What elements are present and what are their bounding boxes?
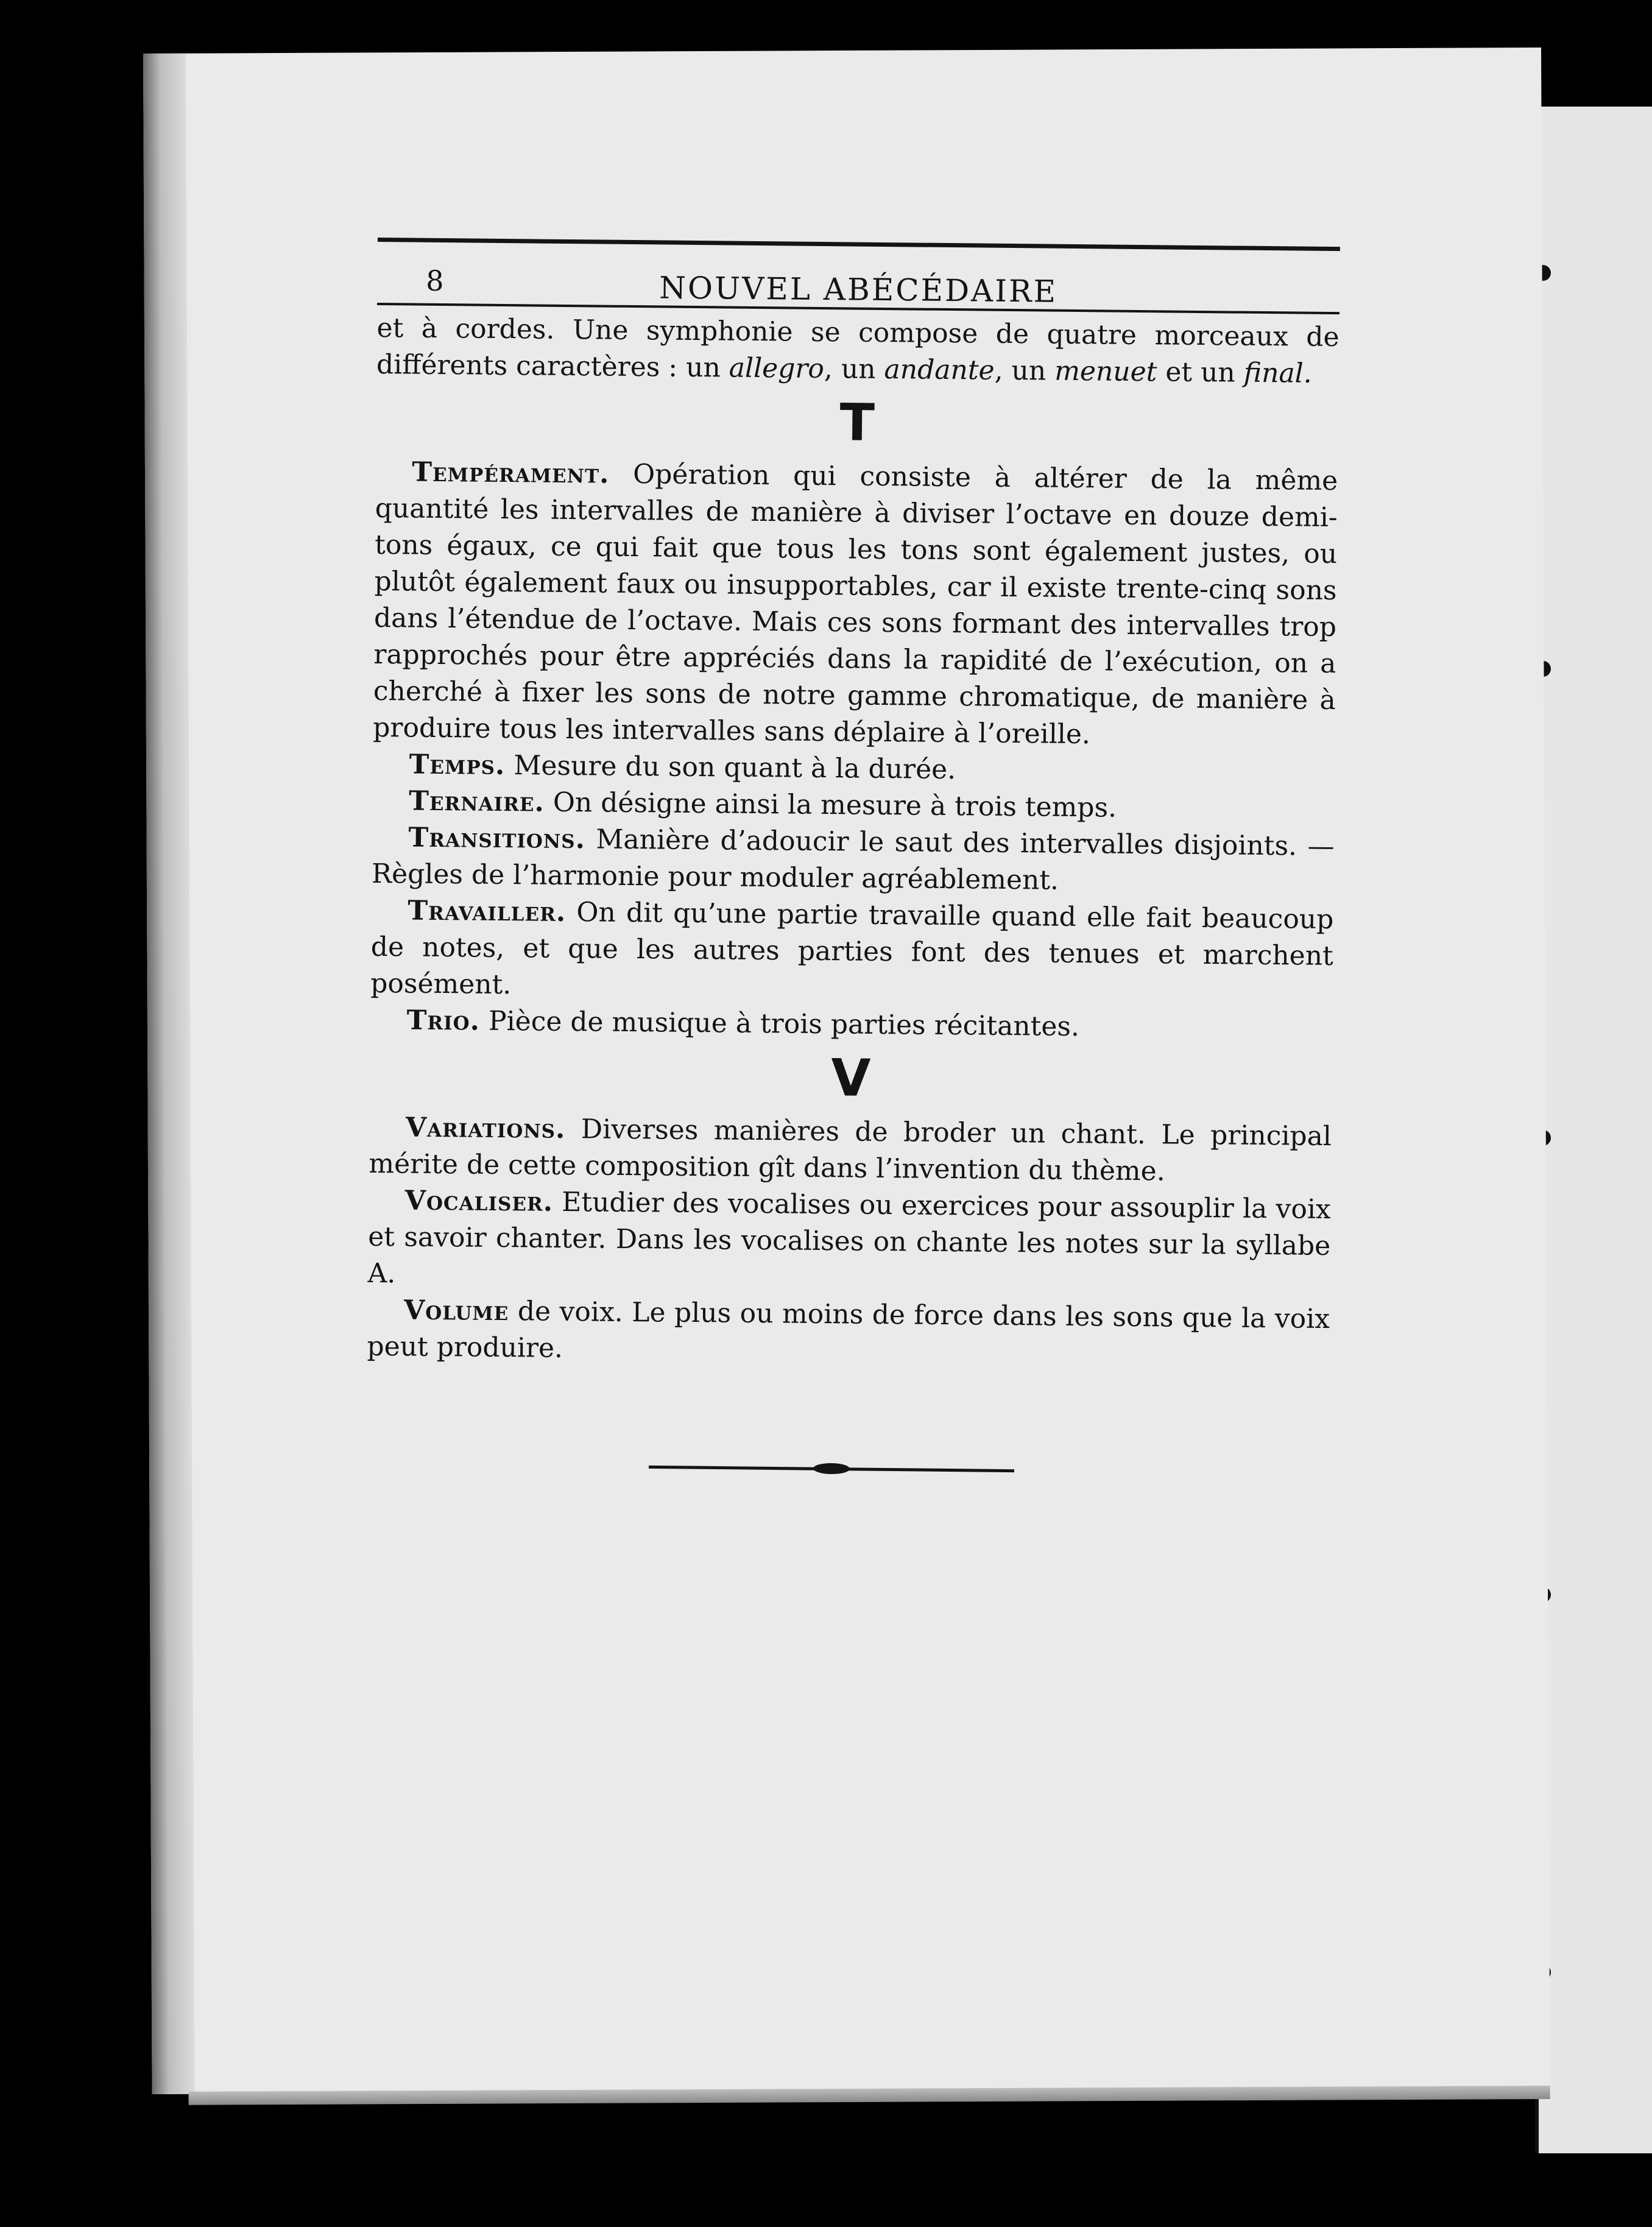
entry-vocaliser <box>367 1182 1331 1301</box>
entry-term: Trio. <box>406 1004 481 1037</box>
entry-term: Travailler. <box>408 895 567 928</box>
entry-definition: de voix. Le plus ou moins de force dans les sons que la voix peut produire. <box>367 1296 1330 1364</box>
entry-definition: Mesure du son quant à la durée. <box>514 750 956 786</box>
entry-temperament <box>373 454 1338 755</box>
entry-term: Transitions. <box>408 822 586 855</box>
entry-definition: Opération qui consiste à altérer de la même quantité les intervalles de manière à diviser l’octave en douze demi-tons égaux, ce qui fait que tous les tons sont également justes, ou plutôt également faux ou insupportables, car il existe trente-cinq sons dans l’étendue de l’octave. Mais ces sons formant des intervalles trop rapprochés pour être appréciés dans la rapidité de l’exécution, on a cherché à fixer les sons de notre gamme chromatique, de manière à produire tous les intervalles sans déplaire à l’oreille. <box>373 459 1338 750</box>
entry-term: Vocaliser. <box>404 1185 554 1218</box>
separator: et un <box>1165 356 1236 389</box>
entry-term: Tempérament. <box>412 456 610 490</box>
page-number: 8 <box>426 264 444 298</box>
running-title: NOUVEL ABÉCÉDAIRE <box>659 270 1058 309</box>
term-final: final. <box>1243 357 1313 389</box>
entry-travailler <box>370 892 1334 1011</box>
ornament-knot <box>813 1463 850 1475</box>
term-andante: andante <box>884 353 995 386</box>
term-allegro: allegro <box>729 352 825 385</box>
entry-volume <box>367 1292 1330 1374</box>
continuation-text: et à cordes. Une symphonie se compose de quatre morceaux de différents caractères : un <box>376 312 1340 384</box>
page-text-column <box>367 238 1340 1374</box>
facing-page-edge <box>1535 107 1652 2153</box>
continuation-paragraph <box>376 310 1340 392</box>
entry-term: Variations. <box>405 1112 566 1145</box>
page-spine-shadow <box>143 54 195 2094</box>
entry-transitions <box>372 819 1335 902</box>
page-header <box>377 247 1340 308</box>
page-bottom-edge <box>189 2086 1550 2105</box>
entry-definition: On désigne ainsi la mesure à trois temps. <box>552 786 1117 824</box>
entry-definition: Pièce de musique à trois parties récitantes. <box>488 1005 1080 1043</box>
term-menuet: menuet <box>1054 355 1157 388</box>
entry-term: Volume <box>403 1294 509 1327</box>
entry-definition: Manière d’adoucir le saut des intervalles disjoints. — Règles de l’harmonie pour moduler agréablement. <box>371 824 1335 896</box>
entry-term: Temps. <box>409 749 506 782</box>
entry-definition: On dit qu’une partie travaille quand elle fait beaucoup de notes, et que les autres parties font des tenues et marchent posément. <box>370 897 1334 1001</box>
separator: , un <box>994 355 1047 387</box>
section-heading-v: V <box>830 1048 871 1108</box>
entry-variations <box>369 1109 1332 1191</box>
section-heading-t: T <box>839 392 875 453</box>
entry-definition: Diverses manières de broder un chant. Le principal mérite de cette composition gît dans l’invention du thème. <box>369 1114 1332 1187</box>
entry-term: Ternaire. <box>408 785 545 818</box>
entry-definition: Etudier des vocalises ou exercices pour assouplir la voix et savoir chanter. Dans les vocalises on chante les notes sur la syllabe A. <box>367 1186 1331 1290</box>
separator: , un <box>824 353 876 385</box>
